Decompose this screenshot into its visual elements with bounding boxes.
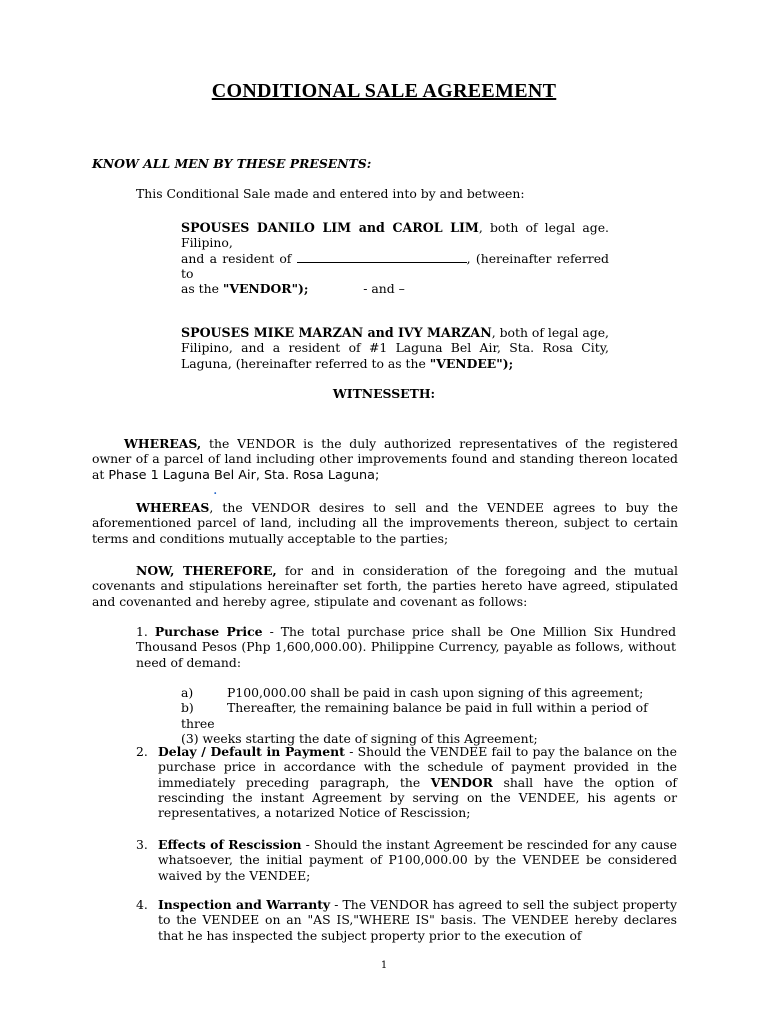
vendor-text: , both of legal age. Filipino, <box>181 220 609 251</box>
vendee-name: SPOUSES MIKE MARZAN and IVY MARZAN <box>181 325 492 340</box>
and-separator: - and – <box>363 281 405 296</box>
now-therefore-paragraph <box>92 563 678 609</box>
vendee-block <box>181 325 609 371</box>
clause-delay-default <box>158 744 677 820</box>
vendor-label: "VENDOR"); <box>222 281 309 297</box>
whereas-text: the VENDOR is the duly authorized representatives of the registered owner of a parcel of land including other improvements found and standing thereon located at <box>92 436 678 482</box>
vendor-referred-text: , (hereinafter referred to <box>181 250 609 281</box>
payment-item <box>181 700 679 746</box>
clause-heading: Inspection and Warranty <box>158 897 331 912</box>
document-title: CONDITIONAL SALE AGREEMENT <box>211 80 557 102</box>
clause-text: - Should the VENDEE fail to pay the balance on the purchase price in accordance with the schedule of payment provided in the immediately preceding paragraph, the <box>158 744 677 790</box>
residence-blank-line <box>297 252 467 263</box>
property-location: Phase 1 Laguna Bel Air, Sta. Rosa Laguna; <box>108 467 380 483</box>
clause-number: 1. <box>136 624 155 639</box>
clause-purchase-price <box>136 624 676 670</box>
payment-item <box>181 685 679 700</box>
whereas-text: , the VENDOR desires to sell and the VENDEE agrees to buy the aforementioned parcel of land, including all the improvements thereon, subject to certain terms and conditions mutually acceptable to the parties; <box>92 500 678 546</box>
payment-text: P100,000.00 shall be paid in cash upon signing of this agreement; <box>227 685 644 700</box>
clause-heading: Effects of Rescission <box>158 837 302 852</box>
clause-text: - The VENDOR has agreed to sell the subject property to the VENDEE on an "AS IS,"WHERE IS" basis. The VENDEE hereby declares that he has inspected the subject property prior to the execution of <box>158 897 677 943</box>
now-therefore-text: for and in consideration of the foregoing and the mutual covenants and stipulations hereinafter set forth, the parties hereto have agreed, stipulated and covenanted and hereby agree, stipulate and covenant as follows: <box>92 563 678 609</box>
vendee-label: "VENDEE"); <box>429 355 514 371</box>
now-therefore-lead: NOW, THEREFORE, <box>136 563 277 578</box>
clause-text: - The total purchase price shall be One Million Six Hundred Thousand Pesos (Php 1,600,000.00). Philippine Currency, payable as follows, without need of demand: <box>136 624 676 670</box>
vendor-name: SPOUSES DANILO LIM and CAROL LIM <box>181 220 479 235</box>
clause-inspection-warranty <box>158 897 677 943</box>
clause-text-continued: shall have the option of rescinding the instant Agreement by serving on the VENDEE, his agents or representatives, a notarized Notice of Rescission; <box>158 774 678 821</box>
payment-label: b) <box>181 700 194 716</box>
page-number: 1 <box>380 960 388 971</box>
whereas-lead: WHEREAS <box>136 500 210 515</box>
clause-heading: Delay / Default in Payment <box>158 744 345 759</box>
whereas-paragraph-1 <box>92 436 678 483</box>
vendor-residence-text: and a resident of <box>181 250 297 266</box>
clause-heading: Purchase Price <box>154 624 263 639</box>
intro-paragraph: This Conditional Sale made and entered into by and between: <box>136 186 525 201</box>
clause-text: - Should the instant Agreement be rescinded for any cause whatsoever, the initial payment of P100,000.00 by the VENDEE be considered waived by the VENDEE; <box>158 837 677 883</box>
payment-text-continued: (3) weeks starting the date of signing of this Agreement; <box>181 730 538 746</box>
clause-number: 3. <box>136 837 148 852</box>
clause-number: 4. <box>136 897 148 912</box>
payment-schedule <box>181 685 679 746</box>
vendee-text: , both of legal age, Filipino, and a resident of #1 Laguna Bel Air, Sta. Rosa City, Laguna, (hereinafter referred to as the <box>181 325 609 371</box>
vendor-as-text: as the <box>181 281 223 297</box>
payment-label: a) <box>181 685 194 700</box>
stray-mark: . <box>213 482 218 498</box>
preamble: KNOW ALL MEN BY THESE PRESENTS: <box>92 156 372 171</box>
clause-effects-rescission <box>158 837 677 883</box>
whereas-paragraph-2 <box>92 500 678 546</box>
payment-text: Thereafter, the remaining balance be paid in full within a period of three <box>181 700 648 731</box>
witnesseth-heading: WITNESSETH: <box>332 386 436 401</box>
clause-number: 2. <box>136 744 148 759</box>
whereas-lead: WHEREAS, <box>124 436 202 451</box>
clause-bold-word: VENDOR <box>430 774 493 790</box>
